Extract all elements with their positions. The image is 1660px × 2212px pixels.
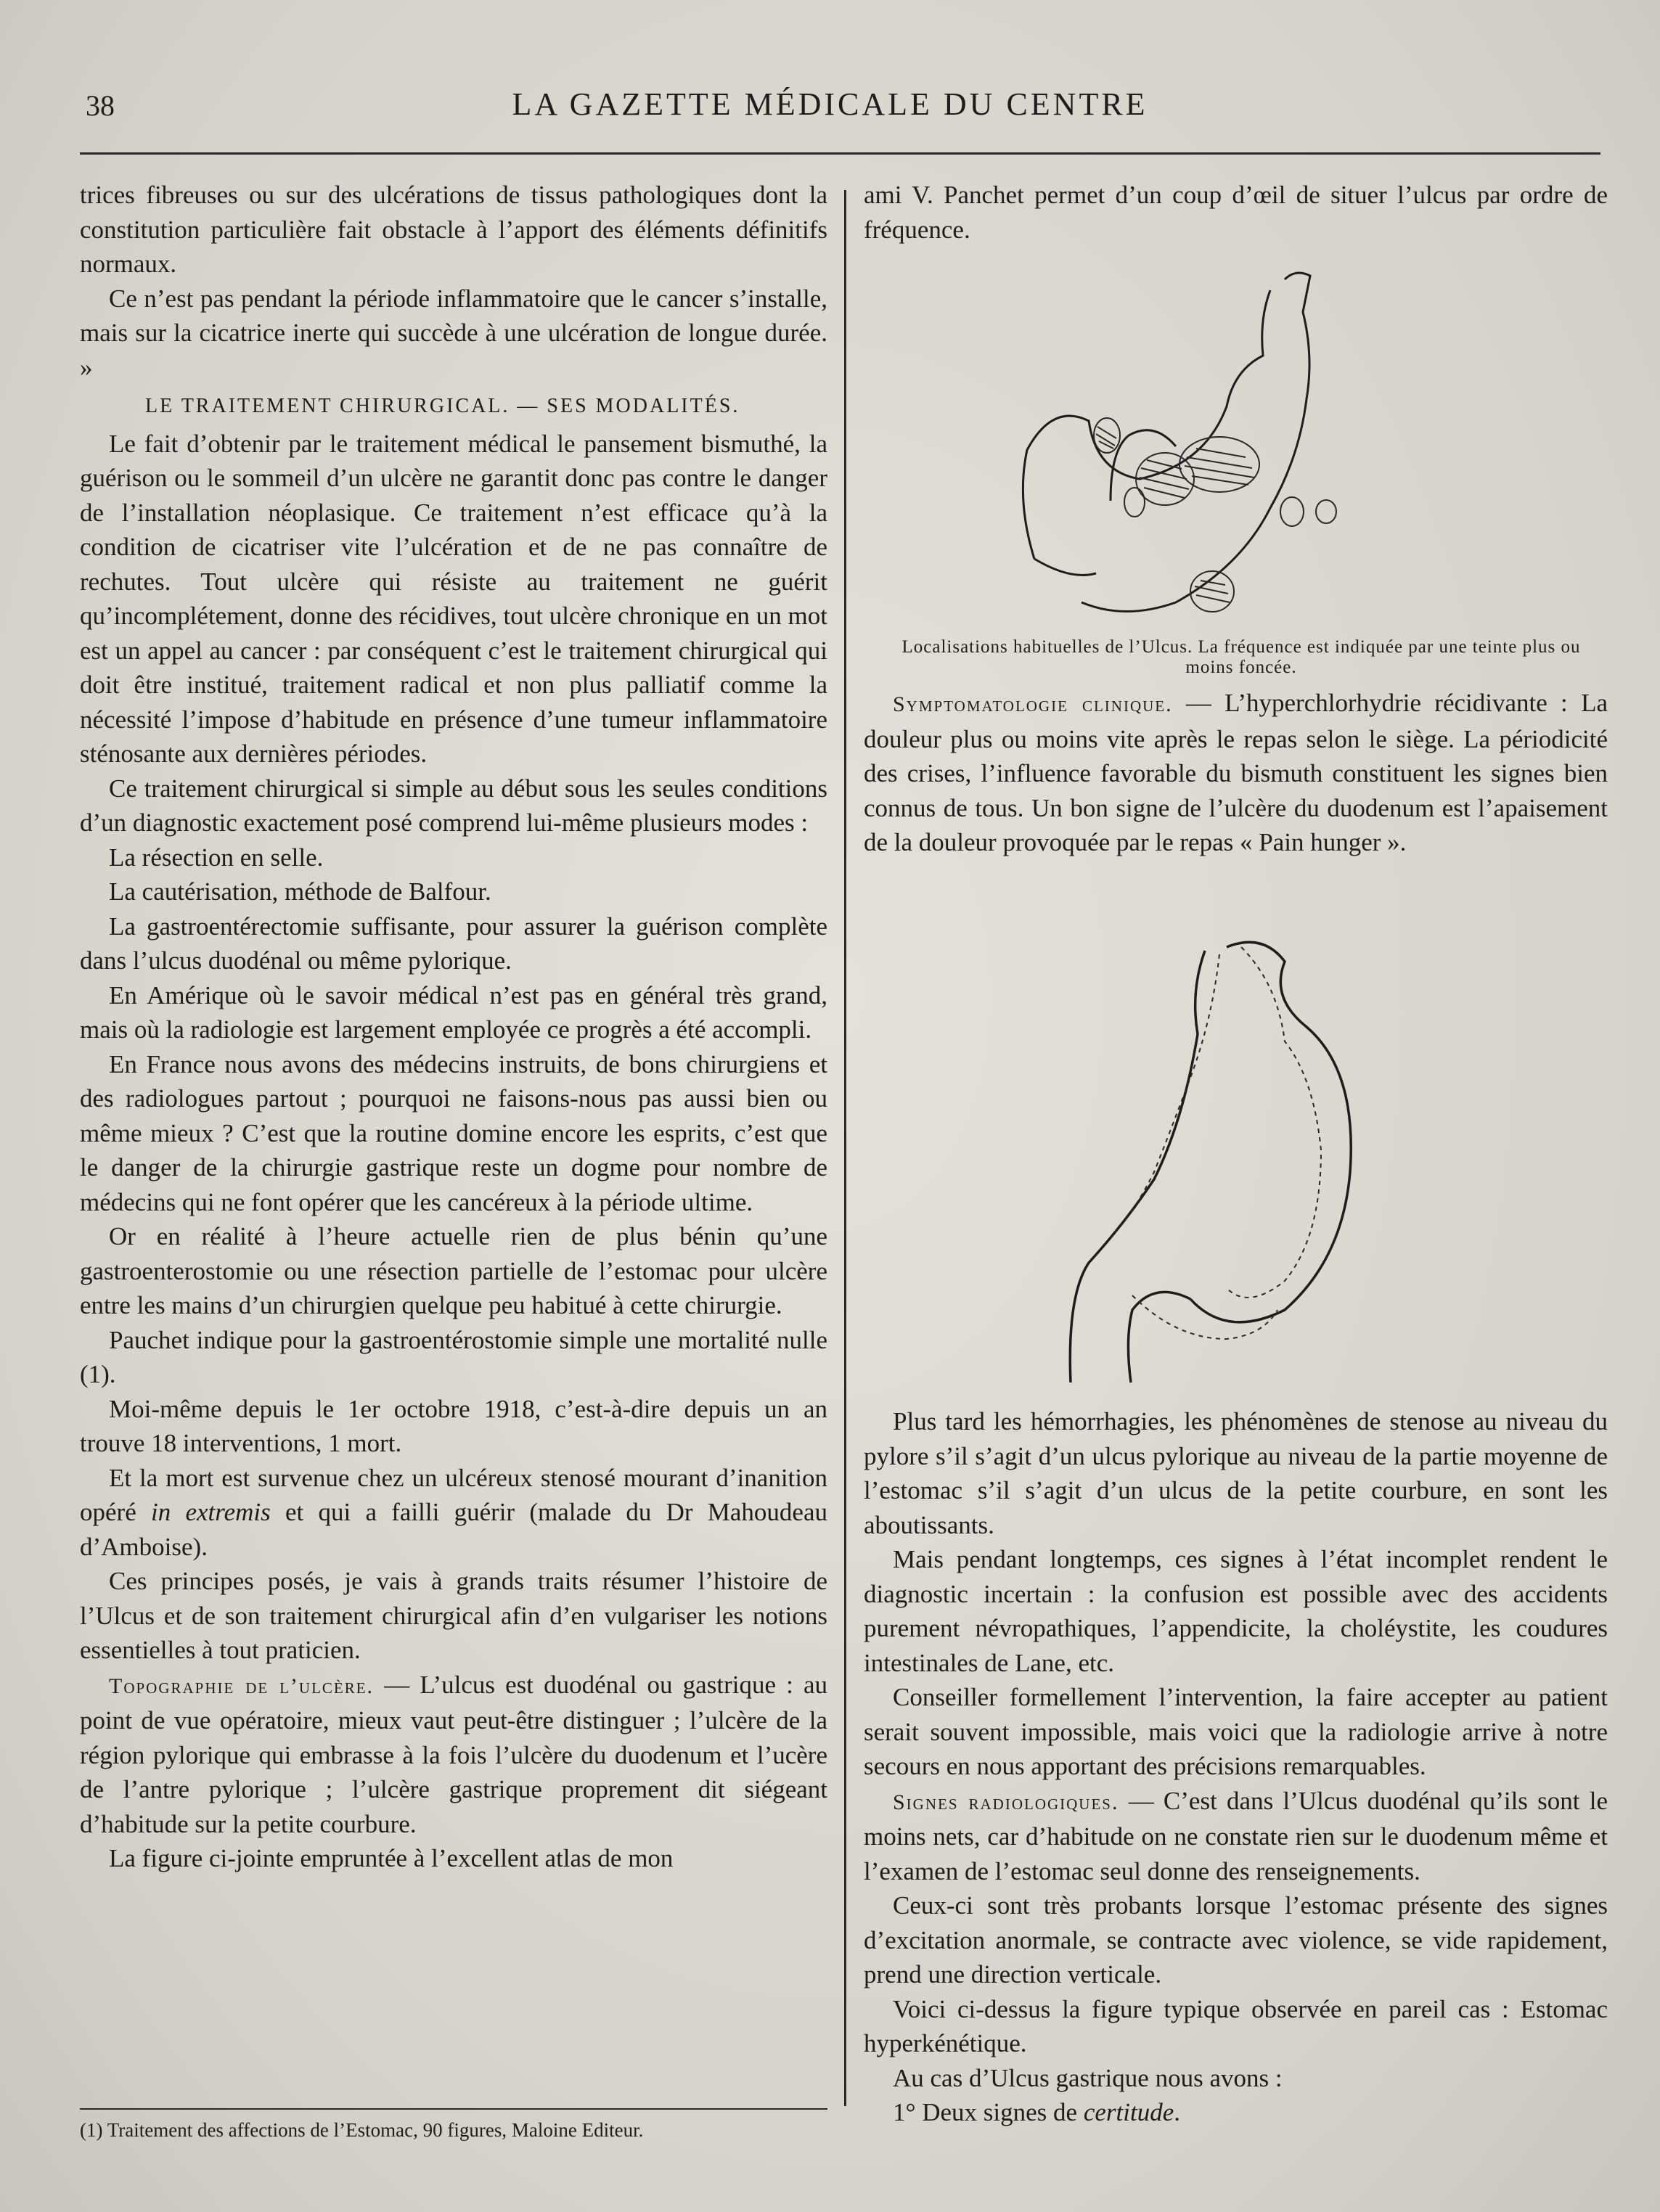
paragraph [80, 1668, 827, 1842]
text-run: — C’est dans l’Ulcus duodénal qu’ils sont le moins nets, car d’habitude on ne constate rien sur le duodenum même et l’examen de l’estomac seul donne des renseignements. [864, 1786, 1608, 1885]
run-in-heading: Symptomatologie clinique. [893, 692, 1173, 716]
paragraph [80, 1461, 827, 1565]
ulcer-zone-hatch [1124, 488, 1145, 517]
page-number: 38 [86, 89, 115, 122]
text-run: Et la mort est survenue chez un ulcéreux stenosé mourant d’inanition opéré [80, 1463, 827, 1526]
paragraph: Or en réalité à l’heure actuelle rien de plus bénin qu’une gastroenterostomie ou une résection partielle de l’estomac pour ulcère entre les mains d’un chirurgien quelque peu habitué à cette chirurgie. [80, 1222, 827, 1319]
text-run: et qui a failli guérir (malade du Dr Mahoudeau d’Amboise). [80, 1498, 827, 1561]
paragraph: En Amérique où le savoir médical n’est pas en général très grand, mais où la radiologie est largement employée ce progrès a été accompli. [80, 980, 827, 1044]
right-column-bottom [864, 1404, 1608, 2130]
running-head [80, 81, 1580, 125]
header-rule [80, 152, 1600, 155]
stomach-outline [1034, 559, 1096, 575]
stomach-outline-solid [1128, 1292, 1190, 1382]
paragraph: Mais pendant longtemps, ces signes à l’état incomplet rendent le diagnostic incertain : la confusion est possible avec des accidents purement névropathiques, l’appendicite, la choléystite, les coudures intestinales de Lane, etc. [864, 1545, 1608, 1677]
ulcer-zone-hatch [1280, 497, 1304, 526]
stomach-outline-dotted [1111, 954, 1219, 1237]
list-item: La cautérisation, méthode de Balfour. [109, 877, 491, 906]
text-run: — L’ulcus est duodénal ou gastrique : au point de vue opératoire, mieux vaut peut-être distinguer ; l’ulcère de la région pylorique qui embrasse à la fois l’ulcère du duodenum et l’ucère de l’antre pylorique ; l’ulcère gastrique proprement dit siégeant d’habitude sur la petite courbure. [80, 1670, 827, 1838]
emphasis: in extremis [150, 1498, 271, 1526]
text-run: . [1174, 2098, 1180, 2126]
stomach-outline-solid [1070, 951, 1205, 1382]
paragraph: En France nous avons des médecins instruits, de bons chirurgiens et des radiologues partout ; pourquoi ne faisons-nous pas aussi bien ou même mieux ? C’est que la routine domine encore les esprits, c’est que le danger de la chirurgie gastrique reste un dogme pour nombre de médecins qui ne font opérer que les cancéreux à la période ultime. [80, 1049, 827, 1216]
paragraph: Ce n’est pas pendant la période inflammatoire que le cancer s’installe, mais sur la cicatrice inerte qui succède à une ulcération de longue durée. » [80, 284, 827, 382]
journal-title: LA GAZETTE MÉDICALE DU CENTRE [512, 86, 1148, 122]
paragraph: Moi-même depuis le 1er octobre 1918, c’est-à-dire depuis un an trouve 18 interventions, 1 mort. [80, 1394, 827, 1457]
paragraph: ami V. Panchet permet d’un coup d’œil de situer l’ulcus par ordre de fréquence. [864, 181, 1608, 244]
emphasis: certitude [1083, 2098, 1174, 2126]
text-run: — L’hyperchlorhydrie récidivante : La douleur plus ou moins vite après le repas selon le siège. La périodicité des crises, l’influence favorable du bismuth constituent les signes bien connus de tous. Un bon signe de l’ulcère du duodenum est l’apaisement de la douleur provoquée par le repas « Pain hunger ». [864, 689, 1608, 856]
run-in-heading: Topographie de l’ulcère. [109, 1674, 375, 1698]
right-column-middle [864, 686, 1608, 860]
footnote-rule [80, 2108, 827, 2110]
right-column-top [864, 178, 1608, 247]
paragraph [864, 1784, 1608, 1889]
paragraph: Ces principes posés, je vais à grands traits résumer l’histoire de l’Ulcus et de son traitement chirurgical afin d’en vulgariser les notions essentielles à tout praticien. [80, 1567, 827, 1664]
section-heading: LE TRAITEMENT CHIRURGICAL. — SES MODALITÉS. [145, 395, 740, 417]
paragraph: Le fait d’obtenir par le traitement médical le pansement bismuthé, la guérison ou le sommeil d’un ulcère ne garantit donc pas contre le danger de l’installation néoplasique. Ce traitement n’est efficace qu’à la condition de cicatriser vite l’ulcération et de ne pas connaître de rechutes. Tout ulcère qui résiste au traitement ne guérit qu’incomplétement, donne des récidives, tout ulcère chronique en un mot est un appel au cancer : par conséquent c’est le traitement chirurgical qui doit être institué, traitement radical et non plus palliatif comme la nécessité l’impose d’habitude en présence d’une tumeur inflammatoire sténosante aux dernières périodes. [80, 429, 827, 768]
paragraph: La gastroentérectomie suffisante, pour assurer la guérison complète dans l’ulcus duodénal ou même pylorique. [80, 912, 827, 975]
column-divider [844, 190, 846, 2106]
run-in-heading: Signes radiologiques. [893, 1790, 1119, 1814]
paragraph: Pauchet indique pour la gastroentérostomie simple une mortalité nulle (1). [80, 1325, 827, 1388]
paragraph: La figure ci-jointe empruntée à l’excellent atlas de mon [109, 1844, 674, 1872]
stomach-localisation-figure [1002, 261, 1466, 624]
paragraph: Ceux-ci sont très probants lorsque l’estomac présente des signes d’excitation anormale, se contracte avec violence, se vide rapidement, prend une direction verticale. [864, 1891, 1608, 1988]
hyperkinetic-stomach-figure [1045, 933, 1437, 1397]
ulcer-zone-hatch [1096, 427, 1116, 448]
stomach-outline-dotted [1227, 947, 1321, 1298]
paragraph: Voici ci-dessus la figure typique observée en pareil cas : Estomac hyperkénétique. [864, 1994, 1608, 2057]
text-run: 1° Deux signes de [893, 2098, 1084, 2126]
stomach-outline [1023, 290, 1270, 559]
paragraph: Au cas d’Ulcus gastrique nous avons : [893, 2063, 1283, 2092]
left-column [80, 178, 827, 1876]
ulcer-zone-hatch [1140, 460, 1189, 498]
ulcer-zone-hatch [1195, 581, 1230, 602]
ulcer-zone-hatch [1179, 437, 1259, 492]
paragraph [864, 2095, 1608, 2130]
figure-caption: Localisations habituelles de l’Ulcus. La fréquence est indiquée par une teinte plus ou moins foncée. [901, 637, 1581, 677]
ulcer-zone-hatch [1316, 500, 1336, 523]
paragraph: Conseiller formellement l’intervention, la faire accepter au patient serait souvent impossible, mais voici que la radiologie arrive à notre secours en nous apportant des précisions remarquables. [864, 1683, 1608, 1780]
paragraph: Plus tard les hémorrhagies, les phénomènes de stenose au niveau du pylore s’il s’agit d’un ulcus pylorique au niveau de la partie moyenne de l’estomac s’il s’agit d’un ulcus de la petite courbure, en sont les aboutissants. [864, 1407, 1608, 1539]
paragraph: trices fibreuses ou sur des ulcérations de tissus pathologiques dont la constitution particulière fait obstacle à l’apport des éléments définitifs normaux. [80, 181, 827, 278]
paragraph [864, 686, 1608, 860]
stomach-outline-solid [1190, 942, 1351, 1322]
paragraph: Ce traitement chirurgical si simple au début sous les seules conditions d’un diagnostic exactement posé comprend lui-même plusieurs modes : [80, 774, 827, 837]
footnote: (1) Traitement des affections de l’Estomac, 90 figures, Maloine Editeur. [80, 2119, 644, 2141]
list-item: La résection en selle. [109, 843, 324, 872]
stomach-outline-dotted [1132, 1295, 1277, 1339]
